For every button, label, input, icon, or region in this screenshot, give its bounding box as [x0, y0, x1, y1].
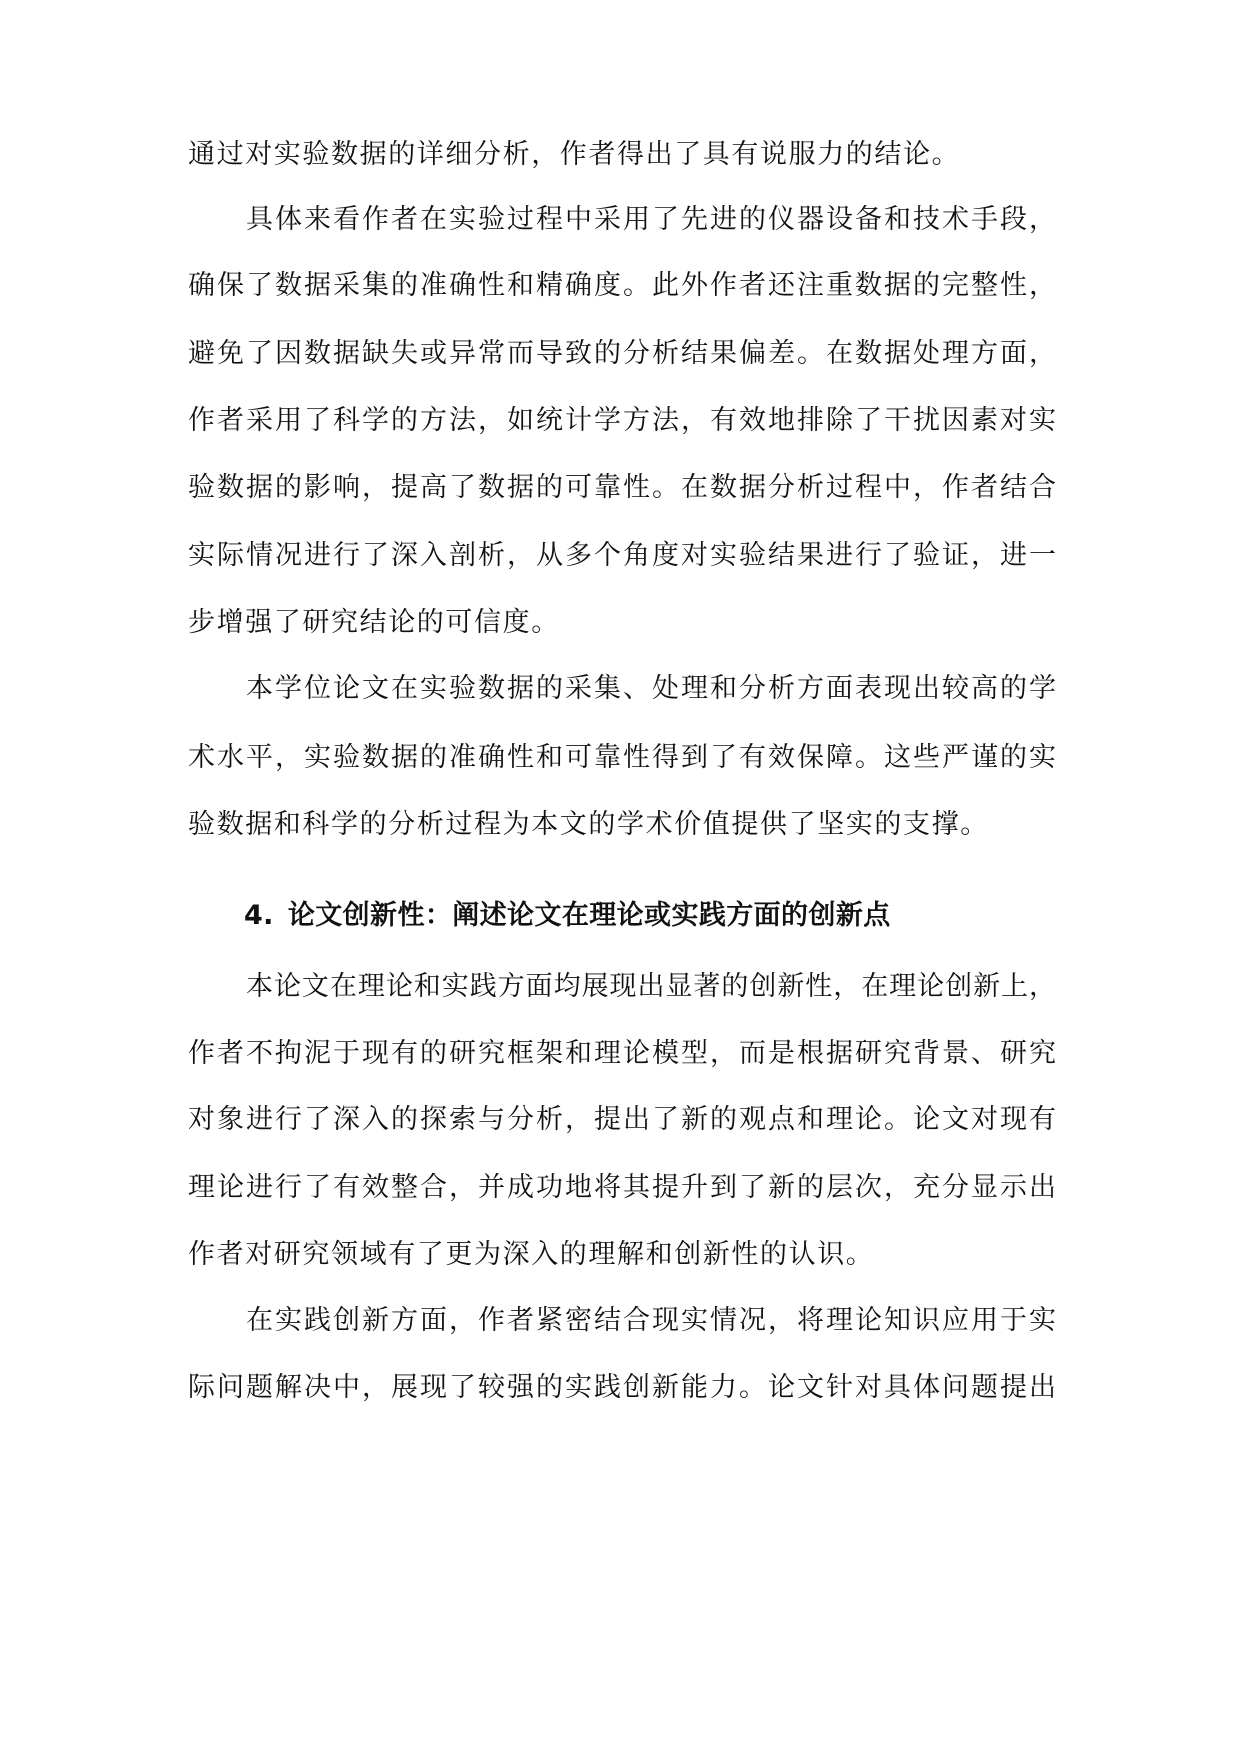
para2-line-7: 步增强了研究结论的可信度。 — [188, 607, 560, 638]
para3-line-1: 本学位论文在实验数据的采集、处理和分析方面表现出较高的学 — [246, 673, 1056, 704]
para2-line-5: 验数据的影响，提高了数据的可靠性。在数据分析过程中，作者结合 — [188, 472, 1056, 503]
para1-line-1: 通过对实验数据的详细分析，作者得出了具有说服力的结论。 — [188, 139, 961, 170]
para2-line-2: 确保了数据采集的准确性和精确度。此外作者还注重数据的完整性， — [188, 270, 1056, 301]
para2-line-6: 实际情况进行了深入剖析，从多个角度对实验结果进行了验证，进一 — [188, 540, 1056, 571]
para4-line-1: 本论文在理论和实践方面均展现出显著的创新性，在理论创新上， — [246, 971, 1056, 1002]
para4-line-2: 作者不拘泥于现有的研究框架和理论模型，而是根据研究背景、研究 — [188, 1038, 1056, 1069]
para2-line-3: 避免了因数据缺失或异常而导致的分析结果偏差。在数据处理方面， — [188, 338, 1056, 369]
para2-line-1: 具体来看作者在实验过程中采用了先进的仪器设备和技术手段， — [246, 204, 1056, 235]
para3-line-2: 术水平，实验数据的准确性和可靠性得到了有效保障。这些严谨的实 — [188, 742, 1056, 773]
section-4-number: 4. — [244, 900, 274, 931]
para5-line-2: 际问题解决中，展现了较强的实践创新能力。论文针对具体问题提出 — [188, 1372, 1056, 1403]
para4-line-3: 对象进行了深入的探索与分析，提出了新的观点和理论。论文对现有 — [188, 1104, 1056, 1135]
para5-line-1: 在实践创新方面，作者紧密结合现实情况，将理论知识应用于实 — [246, 1305, 1056, 1336]
para2-line-4: 作者采用了科学的方法，如统计学方法，有效地排除了干扰因素对实 — [188, 405, 1056, 436]
section-4-title: 论文创新性：阐述论文在理论或实践方面的创新点 — [287, 900, 891, 931]
para3-line-3: 验数据和科学的分析过程为本文的学术价值提供了坚实的支撑。 — [188, 809, 989, 840]
section-4-heading — [244, 898, 891, 934]
para4-line-5: 作者对研究领域有了更为深入的理解和创新性的认识。 — [188, 1239, 875, 1270]
para4-line-4: 理论进行了有效整合，并成功地将其提升到了新的层次，充分显示出 — [188, 1172, 1056, 1203]
